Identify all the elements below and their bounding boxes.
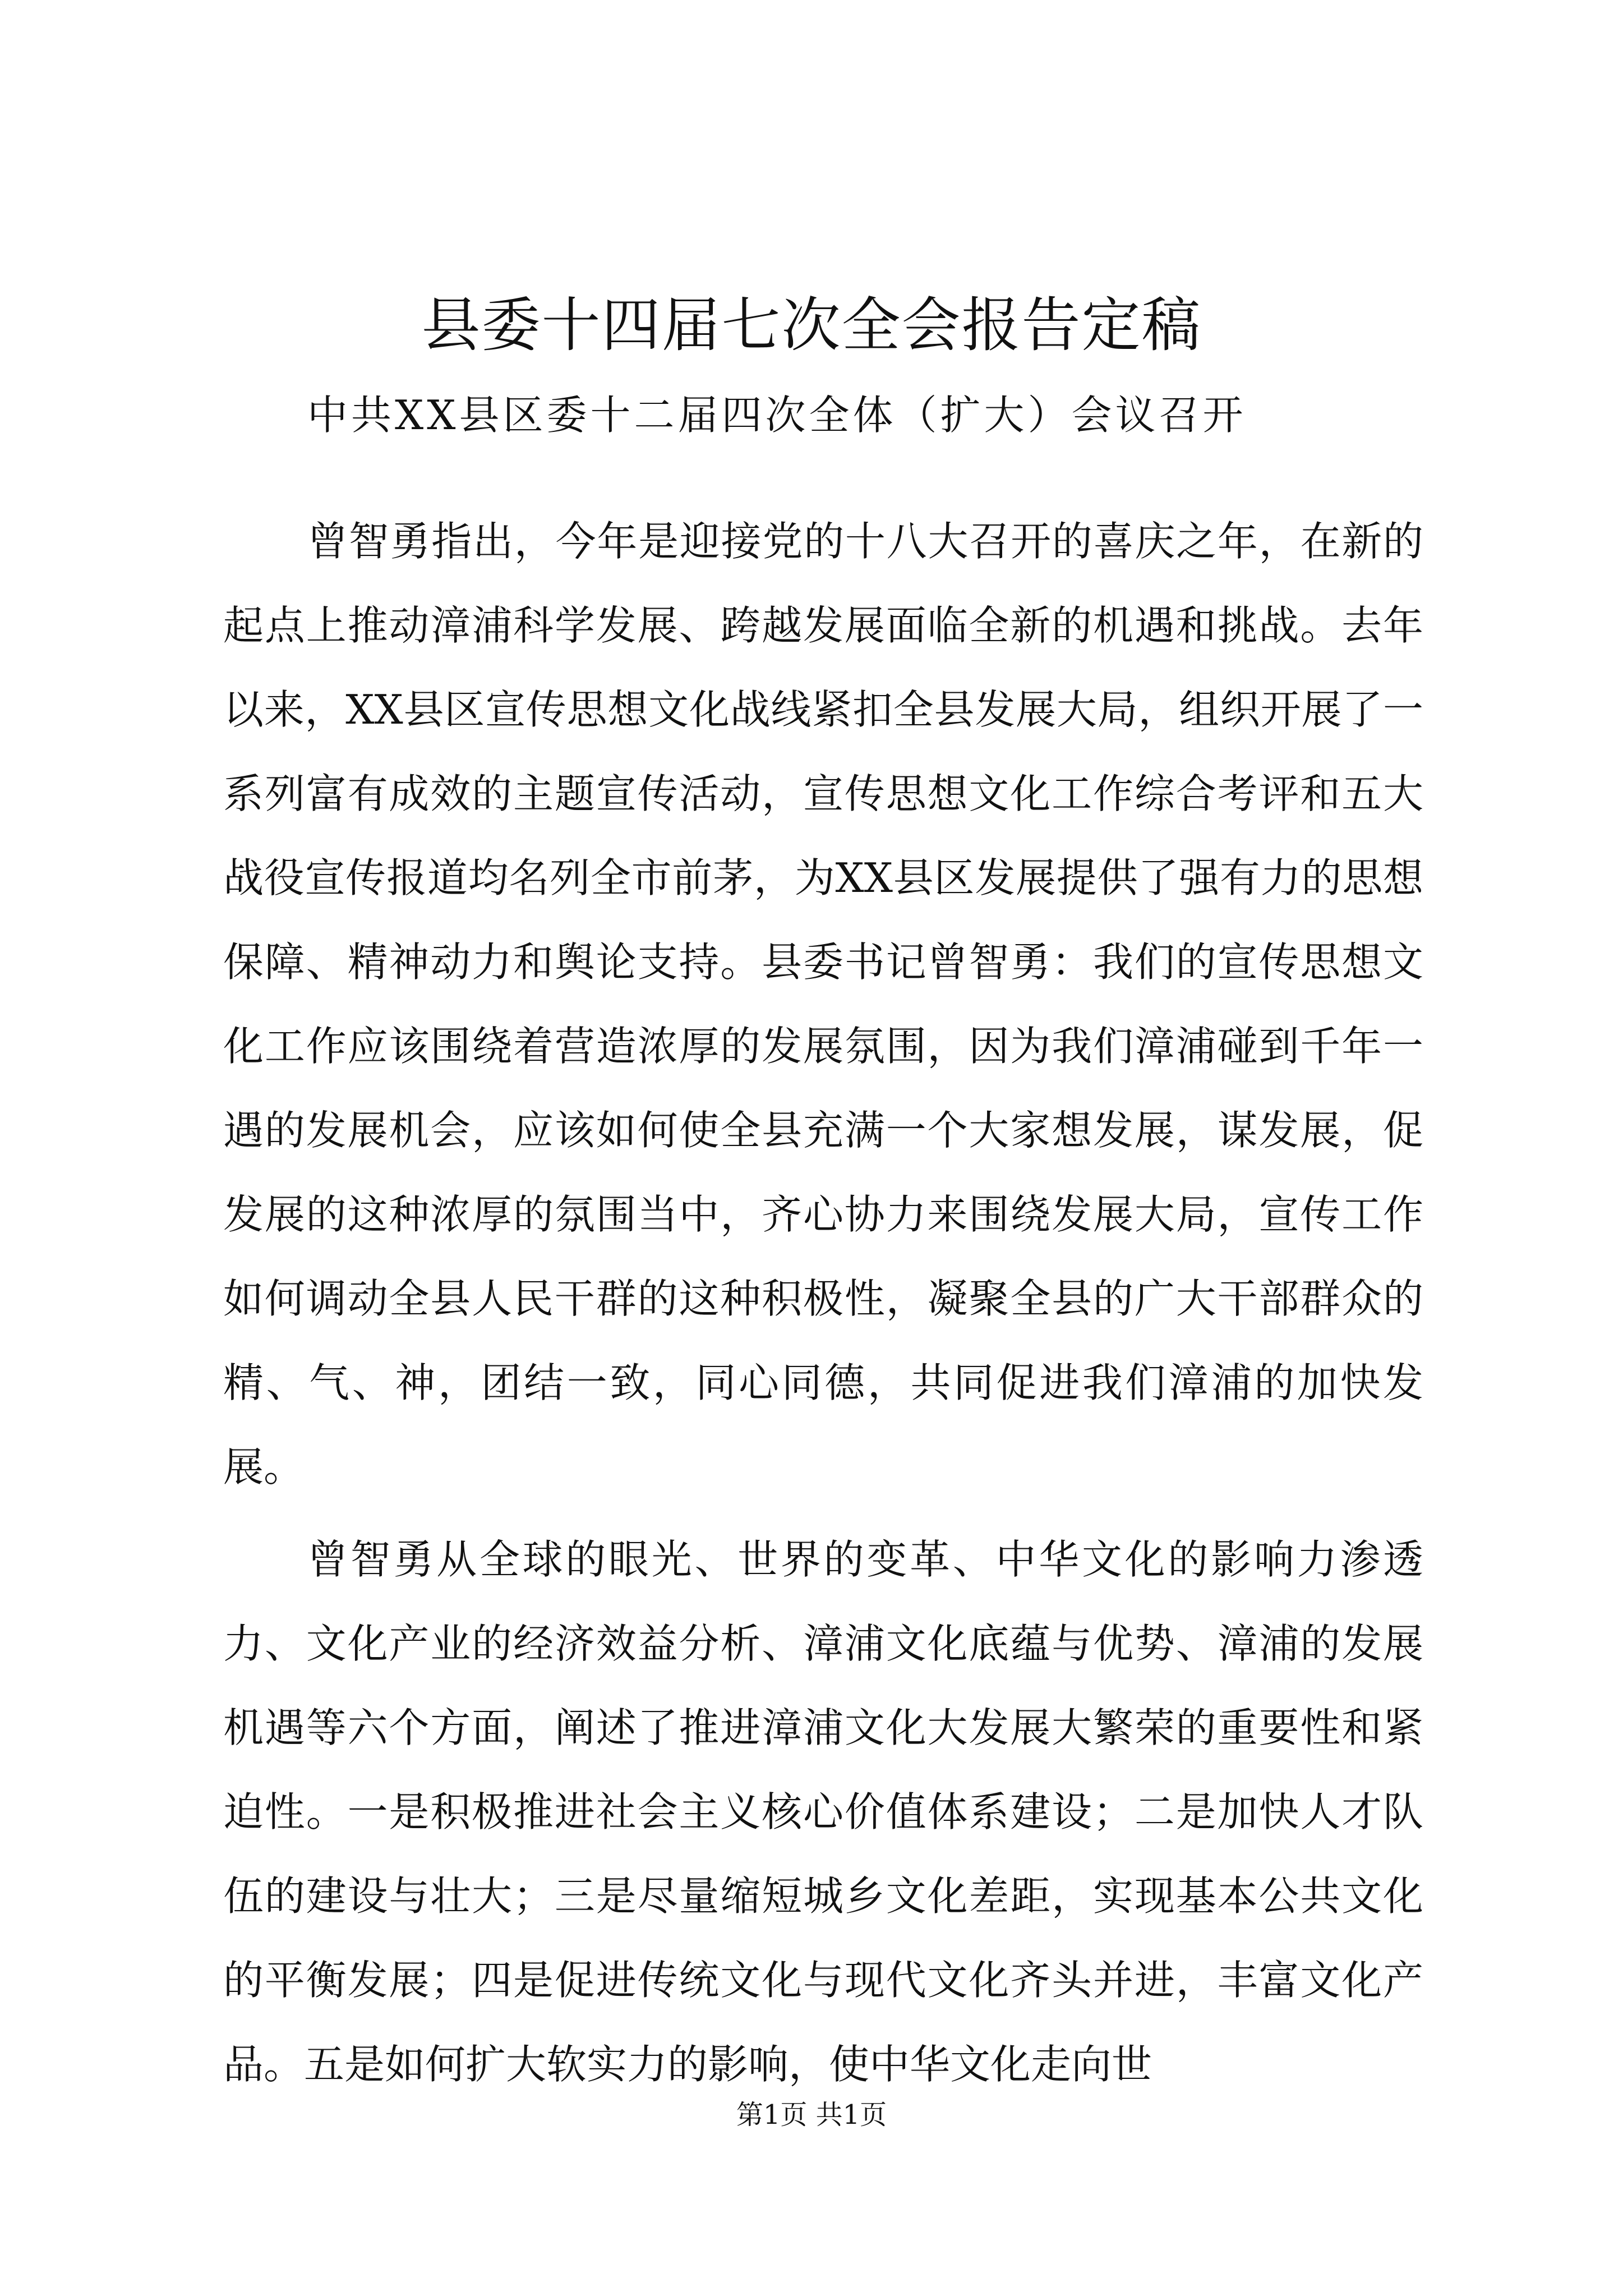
document-subtitle: 中共XX县区委十二届四次全体（扩大）会议召开 [307,392,1247,439]
document-title: 县委十四届七次全会报告定稿 [421,291,1202,360]
document-body [223,499,1423,2106]
body-paragraph-2: 曾智勇从全球的眼光、世界的变革、中华文化的影响力渗透力、文化产业的经济效益分析、漳浦文化底蕴与优势、漳浦的发展机遇等六个方面，阐述了推进漳浦文化大发展大繁荣的重要性和紧迫性。一是积极推进社会主义核心价值体系建设；二是加快人才队伍的建设与壮大；三是尽量缩短城乡文化差距，实现基本公共文化的平衡发展；四是促进传统文化与现代文化齐头并进，丰富文化产品。五是如何扩大软实力的影响，使中华文化走向世 [223,1536,1423,2088]
body-paragraph-1: 曾智勇指出，今年是迎接党的十八大召开的喜庆之年，在新的起点上推动漳浦科学发展、跨越发展面临全新的机遇和挑战。去年以来，XX县区宣传思想文化战线紧扣全县发展大局，组织开展了一系列富有成效的主题宣传活动，宣传思想文化工作综合考评和五大战役宣传报道均名列全市前茅，为XX县区发展提供了强有力的思想保障、精神动力和舆论支持。县委书记曾智勇：我们的宣传思想文化工作应该围绕着营造浓厚的发展氛围，因为我们漳浦碰到千年一遇的发展机会，应该如何使全县充满一个大家想发展，谋发展，促发展的这种浓厚的氛围当中，齐心协力来围绕发展大局，宣传工作如何调动全县人民干群的这种积极性，凝聚全县的广大干部群众的精、气、神，团结一致，同心同德，共同促进我们漳浦的加快发展。 [223,518,1423,1490]
page-footer: 第1页 共1页 [736,2099,887,2131]
